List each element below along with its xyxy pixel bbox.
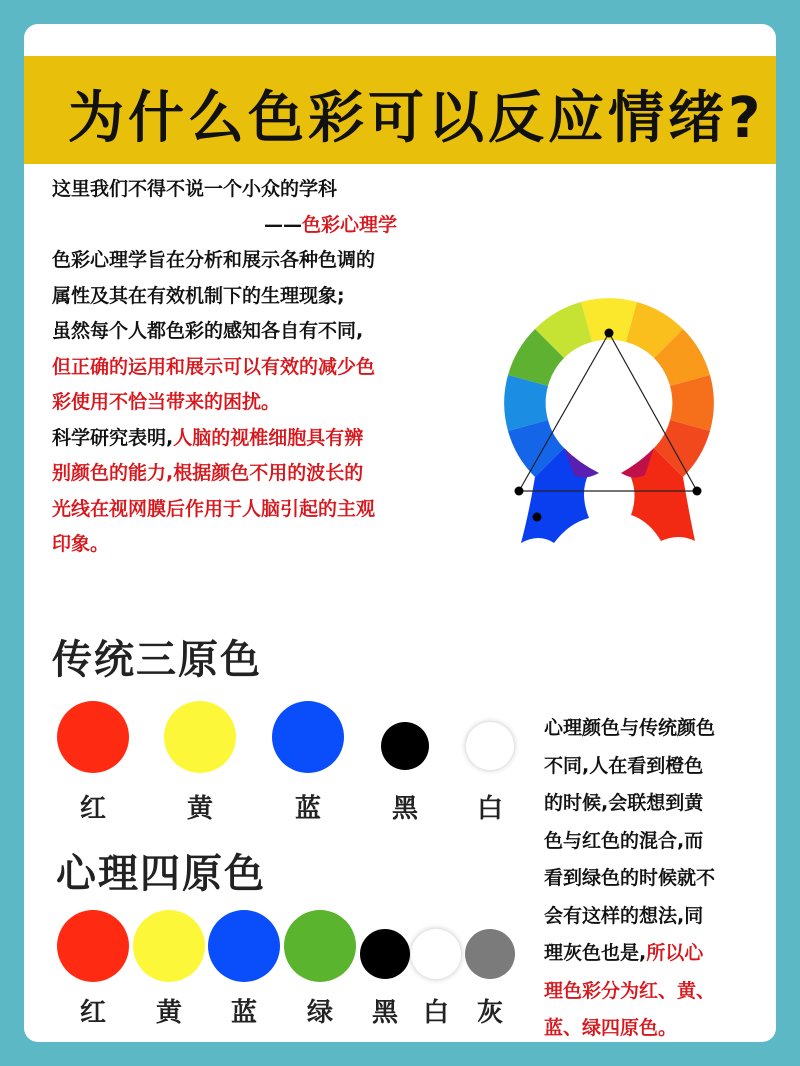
psychological-label: 黄	[155, 998, 182, 1028]
psychological-label: 灰	[476, 998, 503, 1028]
triangle-dot	[605, 329, 614, 338]
dash: ——	[264, 213, 302, 236]
intro-line-highlight: 彩使用不恰当带来的困扰。	[52, 391, 281, 413]
side-text-red: 所以心	[646, 942, 704, 964]
triangle-dot	[533, 513, 542, 522]
side-line: 不同,人在看到橙色	[544, 754, 704, 777]
traditional-label: 白	[476, 794, 503, 824]
side-line-highlight: 理色彩分为红、黄、	[544, 979, 716, 1002]
intro-line	[52, 421, 452, 457]
title-banner	[24, 56, 776, 164]
side-line	[544, 935, 762, 973]
traditional-heading: 传统三原色	[52, 637, 262, 683]
intro-line-highlight: 光线在视网膜后作用于人脑引起的主观	[52, 497, 376, 520]
traditional-swatch	[57, 701, 129, 773]
side-line: 看到绿色的时候就不	[544, 867, 716, 889]
traditional-label: 黄	[186, 794, 213, 824]
psychological-swatch	[208, 910, 280, 982]
psychological-label: 红	[79, 998, 106, 1028]
psychological-heading: 心理四原色	[56, 851, 266, 897]
psychological-swatch	[360, 929, 410, 979]
side-line: 会有这样的想法,同	[544, 904, 704, 927]
intro-line: 色彩心理学旨在分析和展示各种色调的	[52, 249, 376, 271]
psychological-label: 黑	[371, 998, 398, 1028]
page-title: 为什么色彩可以反应情绪?	[68, 86, 765, 151]
intro-line-highlight: 印象。	[52, 533, 110, 555]
psychological-swatch	[411, 929, 461, 979]
intro-line-highlight: 别颜色的能力,根据颜色不用的波长的	[52, 462, 364, 484]
intro-text-black: 科学研究表明,	[52, 426, 174, 449]
psychological-swatch	[465, 929, 515, 979]
side-line: 色与红色的混合,而	[544, 829, 704, 852]
psychological-swatch	[284, 910, 356, 982]
side-line-highlight: 蓝、绿四原色。	[544, 1017, 678, 1039]
psychological-label: 蓝	[230, 998, 257, 1028]
side-line: 心理颜色与传统颜色	[544, 717, 716, 739]
side-line: 的时候,会联想到黄	[544, 792, 704, 814]
triangle-dot	[693, 487, 702, 496]
intro-line: 虽然每个人都色彩的感知各自有不同,	[52, 320, 364, 342]
psychological-label: 绿	[306, 998, 333, 1028]
traditional-swatch	[272, 701, 344, 773]
traditional-label: 红	[79, 794, 106, 824]
psychological-label: 白	[422, 998, 449, 1028]
triangle-dot	[515, 487, 524, 496]
side-text-black: 理灰色也是,	[544, 942, 647, 964]
intro-text	[52, 172, 452, 563]
traditional-swatch	[164, 701, 236, 773]
traditional-swatch	[381, 722, 429, 770]
psychological-swatch	[57, 910, 129, 982]
intro-line: 这里我们不得不说一个小众的学科	[52, 178, 338, 200]
psychological-swatch	[133, 910, 205, 982]
subject-line	[52, 208, 452, 244]
color-wheel-image	[474, 268, 744, 558]
traditional-label: 蓝	[294, 794, 321, 824]
content-card	[24, 24, 776, 1042]
side-explanation	[544, 710, 762, 1042]
intro-text-red: 人脑的视椎细胞具有辨	[173, 426, 364, 449]
subject-name: 色彩心理学	[302, 213, 398, 236]
traditional-label: 黑	[391, 794, 418, 824]
traditional-swatch	[466, 722, 514, 770]
intro-line: 属性及其在有效机制下的生理现象;	[52, 284, 345, 307]
intro-line-highlight: 但正确的运用和展示可以有效的减少色	[52, 355, 376, 378]
